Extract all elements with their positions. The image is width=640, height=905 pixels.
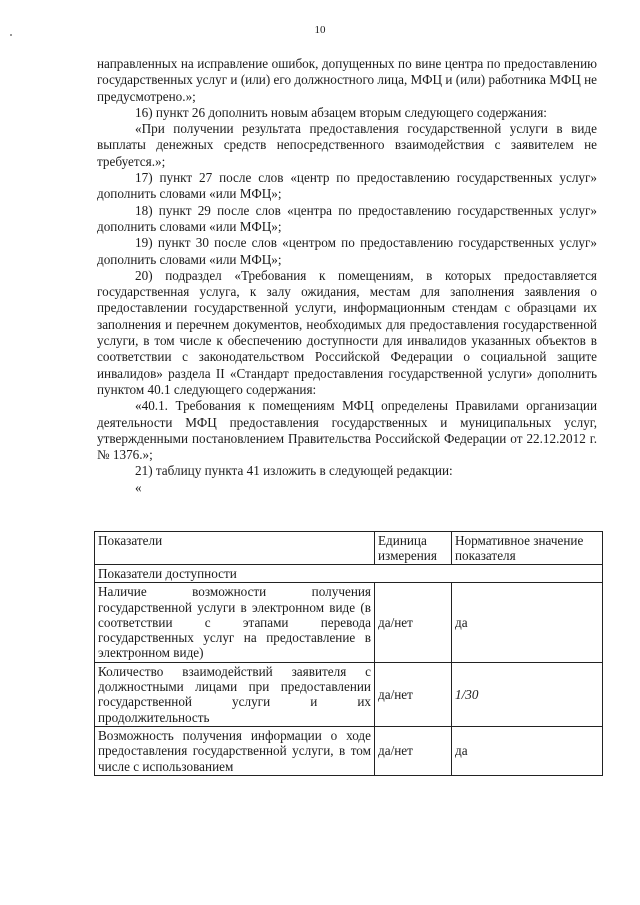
row-unit: да/нет (375, 726, 452, 775)
row-unit: да/нет (375, 662, 452, 726)
header-unit: Единица измерения (375, 532, 452, 565)
paragraph: 17) пункт 27 после слов «центр по предоставлению государственных услуг» дополнить словами «или МФЦ»; (97, 170, 597, 202)
paragraph: 16) пункт 26 дополнить новым абзацем вторым следующего содержания: (135, 104, 547, 120)
row-indicator-name: Возможность получения информации о ходе предоставления государственной услуги, в том числе с использованием (95, 726, 375, 775)
row-value: да (452, 726, 603, 775)
table-row (95, 726, 603, 775)
paragraph: 18) пункт 29 после слов «центра по предоставлению государственных услуг» дополнить словами «или МФЦ»; (97, 202, 597, 234)
paragraph: 21) таблицу пункта 41 изложить в следующей редакции: (135, 463, 453, 479)
table-row (95, 662, 603, 726)
header-normative-value: Нормативное значение показателя (452, 532, 603, 565)
paragraph: направленных на исправление ошибок, допущенных по вине центра по предоставлению государственных услуг и (или) его должностного лица, МФЦ и (или) работника МФЦ не предусмотрено.»; (97, 56, 597, 104)
paragraph: «40.1. Требования к помещениям МФЦ определены Правилами организации деятельности МФЦ предоставления государственных и муниципальных услуг, утвержденными постановлением Правительства Российской Федерации от 22.12.2012 г. № 1376.»; (97, 398, 597, 463)
table-header-row (95, 532, 603, 565)
row-indicator-name: Количество взаимодействий заявителя с должностными лицами при предоставлении государственной услуги и их продолжительность (95, 662, 375, 726)
table-row (95, 583, 603, 662)
header-indicators: Показатели (95, 532, 375, 565)
document-body (97, 56, 597, 496)
row-unit: да/нет (375, 583, 452, 662)
page-number: 10 (314, 24, 326, 36)
row-indicator-name: Наличие возможности получения государственной услуги в электронном виде (в соответствии с этапами перевода государственных услуг на предоставление в электронном виде) (95, 583, 375, 662)
table-section-row (95, 565, 603, 583)
row-value: 1/30 (452, 662, 603, 726)
scan-speck (10, 34, 12, 36)
paragraph: 19) пункт 30 после слов «центром по предоставлению государственных услуг» дополнить словами «или МФЦ»; (97, 235, 597, 267)
quote-open-mark: « (135, 479, 142, 495)
row-value: да (452, 583, 603, 662)
indicators-table (94, 531, 603, 776)
section-label: Показатели доступности (95, 565, 603, 583)
paragraph: «При получении результата предоставления государственной услуги в виде выплаты денежных средств непосредственного взаимодействия с заявителем не требуется.»; (97, 121, 597, 169)
paragraph: 20) подраздел «Требования к помещениям, в которых предоставляется государственная услуга, к залу ожидания, местам для заполнения заявления о предоставлении государственной услуги, информационным стендам с образцами их заполнения и перечнем документов, необходимых для предоставления государственной услуги, в том числе к обеспечению доступности для инвалидов указанных объектов в соответствии с законодательством Российской Федерации о социальной защите инвалидов» раздела II «Стандарт предоставления государственной услуги» дополнить пунктом 40.1 следующего содержания: (97, 267, 597, 397)
